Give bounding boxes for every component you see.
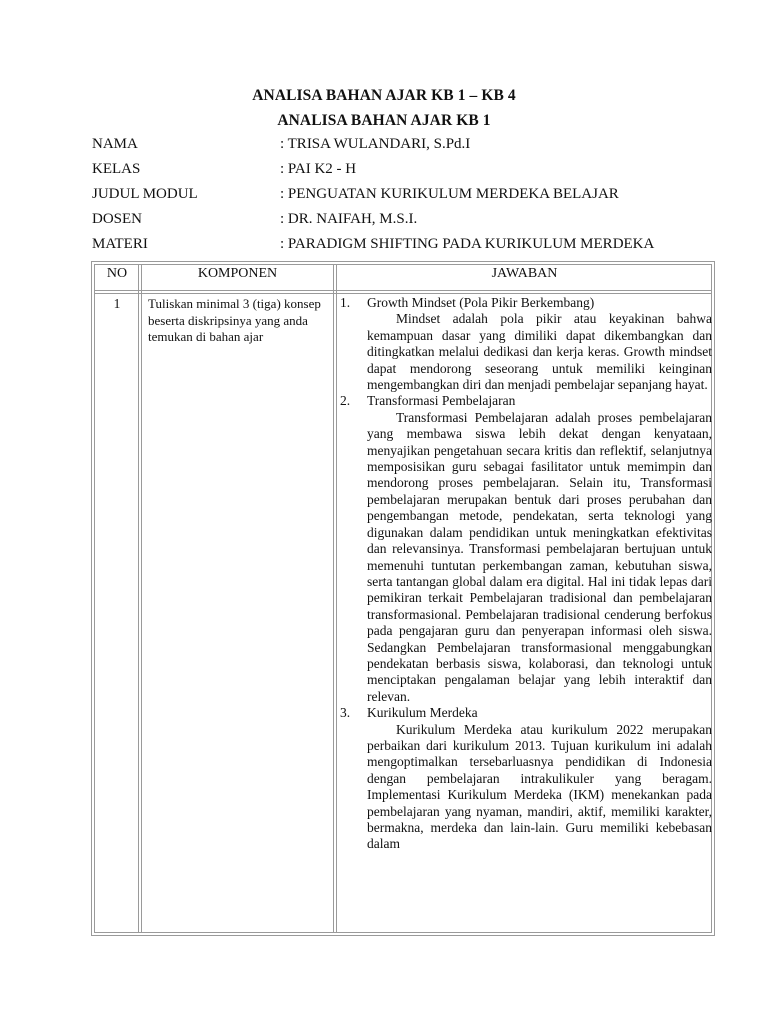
- komponen-cell: Tuliskan minimal 3 (tiga) konsep beserta diskripsinya yang anda temukan di bahan ajar: [148, 296, 321, 344]
- info-row-judul-modul: [92, 186, 732, 208]
- answer-item-kurikulum-merdeka: [340, 705, 712, 853]
- answer-body: Kurikulum Merdeka atau kurikulum 2022 merupakan perbaikan dari kurikulum 2013. Tujuan kurikulum ini adalah mengoptimalkan tersebarluasnya pendidikan di Indonesia dengan pembelajaran intrakulikuler yang beragam. Implementasi Kurikulum Merdeka (IKM) menekankan pada pembelajaran yang nyaman, mandiri, aktif, memiliki karakter, bermakna, merdeka dan lain-lain. Guru memiliki kebebasan dalam: [367, 721, 712, 852]
- info-row-dosen: [92, 211, 732, 233]
- info-label: KELAS: [92, 161, 141, 177]
- column-divider: [141, 264, 142, 933]
- header-komponen: KOMPONEN: [197, 266, 278, 281]
- answer-number: 1.: [340, 295, 351, 310]
- column-divider: [336, 264, 337, 933]
- answer-number: 2.: [340, 393, 351, 409]
- header-divider: [94, 293, 712, 294]
- answer-heading: Growth Mindset (Pola Pikir Berkembang): [367, 295, 595, 310]
- info-row-kelas: [92, 161, 732, 183]
- document-subtitle: ANALISA BAHAN AJAR KB 1: [277, 112, 491, 129]
- header-divider: [94, 290, 712, 291]
- answer-heading: Transformasi Pembelajaran: [367, 393, 516, 409]
- info-value: : TRISA WULANDARI, S.Pd.I: [280, 136, 471, 152]
- header-jawaban: JAWABAN: [491, 266, 558, 281]
- answer-heading: Kurikulum Merdeka: [367, 705, 478, 721]
- info-value: : PARADIGM SHIFTING PADA KURIKULUM MERDEKA: [280, 236, 655, 252]
- info-label: JUDUL MODUL: [92, 186, 198, 202]
- column-divider: [138, 264, 139, 933]
- answer-item-transformasi: [340, 393, 712, 705]
- row-number: 1: [113, 296, 121, 311]
- jawaban-cell: [340, 295, 712, 854]
- answer-body: Transformasi Pembelajaran adalah proses pembelajaran yang membawa siswa lebih dekat dengan kenyataan, menyajikan pengetahuan secara kritis dan reflektif, selanjutnya memposisikan guru sebagai fasilitator untuk memimpin dan mendorong proses pembelajaran. Selain itu, Transformasi pembelajaran merupakan bentuk dari proses perubahan dan pengembangan metode, pendekatan, serta teknologi yang digunakan dalam pendidikan untuk meningkatkan efektivitas dan relevansinya. Transformasi pembelajaran bertujuan untuk memenuhi tuntutan perkembangan zaman, kebutuhan siswa, serta tantangan global dalam era digital. Hal ini tidak lepas dari pemikiran terkait Pembelajaran tradisional dan pembelajaran transformasional. Pembelajaran tradisional cenderung berfokus pada pengajaran guru dan penyerapan informasi oleh siswa. Sedangkan Pembelajaran transformasional menggabungkan pendekatan berbasis siswa, kolaborasi, dan teknologi untuk menciptakan pengalaman belajar yang lebih interaktif dan relevan.: [367, 409, 712, 704]
- answer-body: Mindset adalah pola pikir atau keyakinan bahwa kemampuan dasar yang dimiliki dapat dikembangkan dan ditingkatkan melalui dedikasi dan kerja keras. Growth mindset dapat mendorong seseorang untuk memiliki keinginan mengembangkan diri dan menjadi pembelajar sepanjang hayat.: [367, 311, 712, 393]
- info-value: : PAI K2 - H: [280, 161, 357, 177]
- column-divider: [333, 264, 334, 933]
- info-row-nama: [92, 136, 732, 158]
- info-label: NAMA: [92, 136, 138, 152]
- info-row-materi: [92, 236, 732, 258]
- answer-number: 3.: [340, 705, 351, 721]
- info-label: MATERI: [92, 236, 148, 252]
- header-no: NO: [106, 266, 128, 281]
- answer-item-growth-mindset: [340, 295, 712, 393]
- info-value: : PENGUATAN KURIKULUM MERDEKA BELAJAR: [280, 186, 619, 202]
- info-value: : DR. NAIFAH, M.S.I.: [280, 211, 418, 227]
- info-label: DOSEN: [92, 211, 143, 227]
- document-title: ANALISA BAHAN AJAR KB 1 – KB 4: [252, 87, 516, 104]
